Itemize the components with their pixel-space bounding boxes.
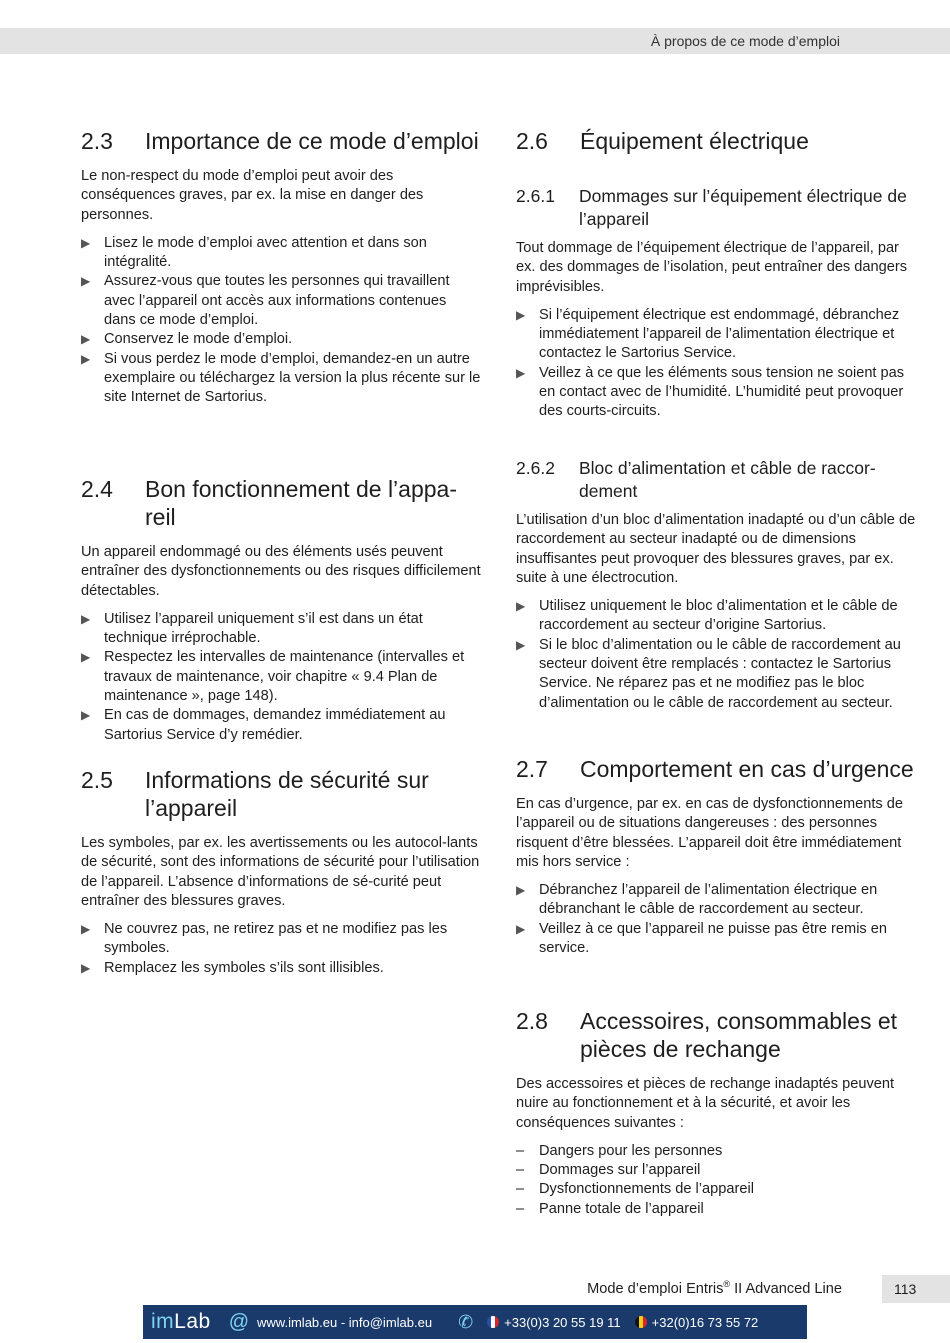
list-item: – Dangers pour les personnes <box>516 1142 723 1159</box>
list-item: ▶ Débranchez l’appareil de l’alimentation électrique en débranchant le câble de raccordement au secteur. <box>516 882 878 918</box>
triangle-bullet-icon: ▶ <box>516 921 526 936</box>
belgium-flag-icon <box>635 1316 647 1328</box>
section-2-3 <box>81 127 481 408</box>
triangle-bullet-icon: ▶ <box>516 637 526 652</box>
list-item: ▶ Ne couvrez pas, ne retirez pas et ne modifiez pas les symboles. <box>81 921 448 957</box>
triangle-bullet-icon: ▶ <box>81 960 91 975</box>
section-intro: Des accessoires et pièces de rechange inadaptés peuvent nuire au fonctionnement et à la sécurité, et avoir les conséquences suivantes : <box>516 1076 895 1131</box>
list-item: ▶ En cas de dommages, demandez immédiatement au Sartorius Service d’y remédier. <box>81 707 446 743</box>
section-2-6 <box>516 127 916 155</box>
section-title: Informations de sécurité sur l’appareil <box>145 767 429 821</box>
subsection-number: 2.6.1 <box>516 186 555 206</box>
section-number: 2.5 <box>81 767 113 793</box>
list-item: ▶ Respectez les intervalles de maintenance (intervalles et travaux de maintenance, voir chapitre « 9.4 Plan de maintenance », page 148). <box>81 649 465 705</box>
list-item: ▶ Assurez-vous que toutes les personnes qui travaillent avec l’appareil ont accès aux informations contenues dans ce mode d’emploi. <box>81 273 450 329</box>
section-title: Équipement électrique <box>580 128 809 154</box>
section-2-4 <box>81 475 481 745</box>
subsection-heading <box>516 457 916 503</box>
imlab-logo: imLab <box>151 1310 211 1333</box>
dash-list <box>516 1142 916 1219</box>
section-heading <box>81 127 481 155</box>
section-2-7 <box>516 755 916 958</box>
bullet-list <box>81 610 481 745</box>
bullet-list <box>516 597 916 713</box>
footer-document-title: Mode d’emploi Entris® II Advanced Line <box>587 1279 842 1297</box>
subsection-heading <box>516 185 916 231</box>
bullet-list <box>516 306 916 422</box>
list-item: ▶ Lisez le mode d’emploi avec attention et dans son intégralité. <box>81 234 427 271</box>
section-title: Bon fonctionnement de l’appa-reil <box>145 476 457 530</box>
triangle-bullet-icon: ▶ <box>81 235 91 250</box>
triangle-bullet-icon: ▶ <box>81 611 91 626</box>
bullet-list <box>516 881 916 958</box>
subsection-intro: L’utilisation d’un bloc d’alimentation inadapté ou d’un câble de raccordement au secteur inadapté ou de dimensions insuffisantes peut provoquer des blessures graves, par ex. suite à une électrocution. <box>516 512 916 586</box>
triangle-bullet-icon: ▶ <box>516 883 526 898</box>
triangle-bullet-icon: ▶ <box>81 708 91 723</box>
list-item: ▶ Conservez le mode d’emploi. <box>81 330 481 349</box>
section-heading <box>516 127 916 155</box>
triangle-bullet-icon: ▶ <box>81 922 91 937</box>
list-item: ▶ Si l’équipement électrique est endommagé, débranchez immédiatement l’appareil de l’alimentation électrique et contactez le Sartorius Service. <box>516 306 900 362</box>
list-item: ▶ Si le bloc d’alimentation ou le câble de raccordement au secteur doivent être remplacés : contactez le Sartorius Service. Ne réparez pas et ne modifiez pas le bloc d’alimentation ou le câble de raccordement au secteur. <box>516 636 901 711</box>
section-intro: Le non-respect du mode d’emploi peut avoir des conséquences graves, par ex. la mise en danger des personnes. <box>81 168 424 223</box>
header-bar <box>0 28 950 54</box>
banner-phone-fr: +33(0)3 20 55 19 11 <box>504 1314 621 1330</box>
list-item: ▶ Utilisez l’appareil uniquement s’il est dans un état technique irréprochable. <box>81 610 423 647</box>
triangle-bullet-icon: ▶ <box>81 332 91 347</box>
section-number: 2.3 <box>81 128 113 154</box>
section-2-5 <box>81 766 481 978</box>
list-item: – Dommages sur l’appareil <box>516 1162 701 1179</box>
section-title: Importance de ce mode d’emploi <box>145 128 479 154</box>
section-2-8 <box>516 1007 916 1219</box>
section-heading <box>81 766 481 822</box>
section-number: 2.4 <box>81 476 113 502</box>
banner-phone-be: +32(0)16 73 55 72 <box>651 1314 759 1330</box>
section-number: 2.6 <box>516 128 548 154</box>
section-intro: Un appareil endommagé ou des éléments usés peuvent entraîner des dysfonctionnements ou des risques difficilement détectables. <box>81 544 481 599</box>
running-header: À propos de ce mode d’emploi <box>650 33 840 49</box>
list-item: ▶ Utilisez uniquement le bloc d’alimentation et le câble de raccordement au secteur d’origine Sartorius. <box>516 598 898 634</box>
subsection-intro: Tout dommage de l’équipement électrique de l’appareil, par ex. des dommages de l’isolation, peut entraîner des dangers imprévisibles. <box>516 240 908 295</box>
triangle-bullet-icon: ▶ <box>81 351 91 366</box>
section-intro: En cas d’urgence, par ex. en cas de dysfonctionnements de l’appareil ou de situations dangereuses : des personnes risquent d’être blessées. L’appareil doit être immédiatement mis hors service : <box>516 796 903 870</box>
bullet-list <box>81 920 481 978</box>
section-heading <box>516 1007 916 1063</box>
triangle-bullet-icon: ▶ <box>516 307 526 322</box>
section-heading <box>81 475 481 531</box>
subsection-number: 2.6.2 <box>516 458 555 478</box>
section-title: Comportement en cas d’urgence <box>580 756 914 782</box>
at-icon: @ <box>228 1310 250 1333</box>
section-number: 2.7 <box>516 756 548 782</box>
list-item: – Dysfonctionnements de l’appareil <box>516 1181 754 1198</box>
list-item: ▶ Si vous perdez le mode d’emploi, demandez-en un autre exemplaire ou téléchargez la version la plus récente sur le site Internet de Sartorius. <box>81 350 481 406</box>
banner-web-email: www.imlab.eu - info@imlab.eu <box>257 1314 433 1330</box>
list-item: ▶ Veillez à ce que les éléments sous tension ne soient pas en contact avec de l’humidité. L’humidité peut provoquer des courts-circuits. <box>516 364 905 420</box>
list-item: ▶ Veillez à ce que l’appareil ne puisse pas être remis en service. <box>516 920 888 957</box>
triangle-bullet-icon: ▶ <box>81 274 91 289</box>
subsection-2-6-2 <box>516 457 916 713</box>
france-flag-icon <box>487 1316 499 1328</box>
page-number: 113 <box>882 1275 950 1303</box>
section-number: 2.8 <box>516 1008 548 1034</box>
triangle-bullet-icon: ▶ <box>81 650 91 665</box>
list-item: – Panne totale de l’appareil <box>516 1200 704 1217</box>
section-title: Accessoires, consommables et pièces de rechange <box>580 1008 898 1062</box>
triangle-bullet-icon: ▶ <box>516 365 526 380</box>
phone-icon: ✆ <box>458 1311 474 1332</box>
subsection-2-6-1 <box>516 185 916 422</box>
subsection-title: Dommages sur l’équipement électrique de l’appareil <box>579 186 907 229</box>
section-intro: Les symboles, par ex. les avertissements ou les autocol-lants de sécurité, sont des informations de sécurité pour l’utilisation de l’appareil. L’absence d’informations de sé-curité peut entraîner des blessures graves. <box>81 835 480 909</box>
list-item: ▶ Remplacez les symboles s’ils sont illisibles. <box>81 959 481 978</box>
bullet-list <box>81 234 481 408</box>
imlab-banner <box>143 1305 807 1339</box>
triangle-bullet-icon: ▶ <box>516 599 526 614</box>
subsection-title: Bloc d’alimentation et câble de raccor-dement <box>579 458 876 501</box>
section-heading <box>516 755 916 783</box>
